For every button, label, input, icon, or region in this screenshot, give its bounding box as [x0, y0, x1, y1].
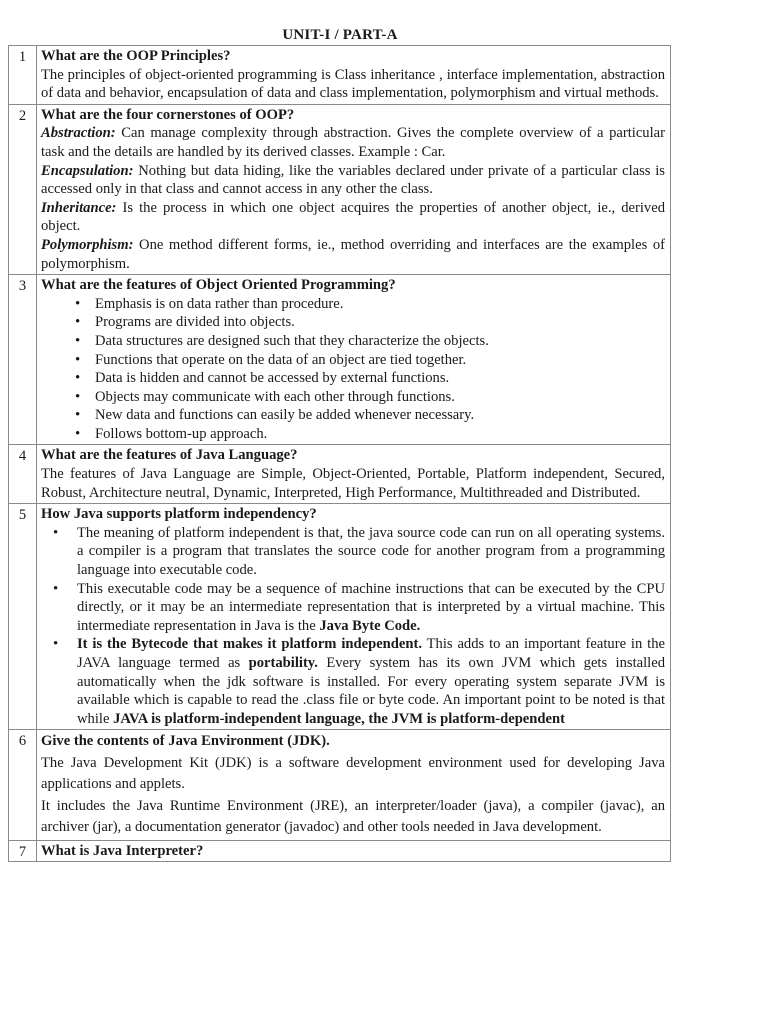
question-cell — [37, 445, 671, 504]
question-number: 5 — [9, 504, 37, 730]
term-definition: Nothing but data hiding, like the variables declared under private of a particular class is accessed only in that class and cannot access in any other the class. — [41, 162, 665, 198]
bullet-emphasis: JAVA is platform-independent language, the JVM is platform-dependent — [113, 710, 565, 727]
question-cell — [37, 275, 671, 445]
bullet-emphasis: Java Byte Code. — [319, 617, 421, 634]
term-label: Inheritance: — [41, 199, 117, 216]
list-item: • Programs are divided into objects. — [75, 313, 665, 332]
bullet-emphasis: It is the Bytecode that makes it platform independent. — [77, 636, 423, 653]
table-row-q7 — [9, 840, 671, 862]
bullet-emphasis: portability. — [248, 655, 318, 671]
feature-list — [41, 295, 665, 444]
question-text: What are the four cornerstones of OOP? — [41, 106, 295, 123]
term-definition: Can manage complexity through abstraction. Gives the complete overview of a particular task and the details are handled by its derived classes. Example : Car. — [41, 125, 665, 160]
independency-list — [41, 524, 665, 729]
list-item — [53, 580, 665, 636]
page-title: UNIT-I / PART-A — [282, 27, 398, 43]
cornerstone-encapsulation — [41, 162, 665, 199]
table-row-q2 — [9, 104, 671, 274]
cornerstone-polymorphism — [41, 236, 665, 273]
question-cell — [37, 840, 671, 862]
term-definition: Is the process in which one object acquires the properties of another object, ie., derived object. — [41, 199, 665, 235]
table-row-q4 — [9, 445, 671, 504]
bullet-text: Every system has its own JVM which gets installed automatically when the jdk software is installed. For every operating system separate JVM is available which is capable to read the .class file or byte code. An important point to be noted is that while — [77, 655, 665, 727]
answer-text: The principles of object-oriented programming is Class inheritance , interface implementation, abstraction of data and behavior, encapsulation of data and class implementation, polymorphism and virtual methods. — [41, 66, 665, 102]
question-text: Give the contents of Java Environment (JDK). — [41, 733, 330, 750]
cornerstone-inheritance — [41, 199, 665, 236]
question-text: What are the features of Java Language? — [41, 447, 298, 464]
term-label: Encapsulation: — [41, 162, 134, 179]
question-cell — [37, 504, 671, 730]
question-text: How Java supports platform independency? — [41, 506, 317, 523]
question-cell — [37, 730, 671, 841]
list-item — [53, 635, 665, 728]
qa-table — [8, 45, 671, 862]
question-number: 3 — [9, 275, 37, 445]
list-item: • Functions that operate on the data of an object are tied together. — [75, 351, 665, 370]
list-item: • Objects may communicate with each other through functions. — [75, 388, 665, 407]
question-text: What are the features of Object Oriented Programming? — [41, 277, 396, 294]
term-label: Polymorphism: — [41, 236, 134, 253]
answer-text: The features of Java Language are Simple, Object-Oriented, Portable, Platform independent, Secured, Robust, Architecture neutral, Dynamic, Interpreted, High Performance, Multithreaded and Distributed. — [41, 466, 665, 501]
list-item: • Follows bottom-up approach. — [75, 425, 665, 444]
table-row-q3 — [9, 275, 671, 445]
question-number: 2 — [9, 104, 37, 274]
question-number: 7 — [9, 840, 37, 862]
question-text: What are the OOP Principles? — [41, 48, 231, 64]
list-item: • Data is hidden and cannot be accessed by external functions. — [75, 369, 665, 388]
bullet-text: This executable code may be a sequence of machine instructions that can be executed by the CPU directly, or it may be an intermediate representation that is interpreted by a virtual machine. This intermediate representation in Java is the — [77, 580, 665, 634]
question-cell — [37, 104, 671, 274]
cornerstone-abstraction — [41, 124, 665, 161]
list-item: • The meaning of platform independent is that, the java source code can run on all operating systems. a compiler is a program that translates the source code for another program from a programming language into executable code. — [53, 524, 665, 580]
table-row-q5 — [9, 504, 671, 730]
question-number: 6 — [9, 730, 37, 841]
bullet-text: This adds to an important feature in the JAVA language termed as — [77, 636, 665, 671]
table-row-q1 — [9, 46, 671, 105]
answer-text: The Java Development Kit (JDK) is a software development environment used for developing Java applications and applets. — [41, 754, 665, 793]
list-item: • New data and functions can easily be added whenever necessary. — [75, 406, 665, 425]
list-item: • Data structures are designed such that they characterize the objects. — [75, 332, 665, 351]
list-item: • Emphasis is on data rather than procedure. — [75, 295, 665, 314]
question-number: 1 — [9, 46, 37, 105]
answer-text: It includes the Java Runtime Environment (JRE), an interpreter/loader (java), a compiler (javac), an archiver (jar), a documentation generator (javadoc) and other tools needed in Java development. — [41, 797, 665, 836]
term-definition: One method different forms, ie., method overriding and interfaces are the examples of polymorphism. — [41, 236, 665, 272]
table-row-q6 — [9, 730, 671, 841]
question-cell — [37, 46, 671, 105]
question-text: What is Java Interpreter? — [41, 842, 204, 859]
question-number: 4 — [9, 445, 37, 504]
term-label: Abstraction: — [41, 125, 116, 142]
